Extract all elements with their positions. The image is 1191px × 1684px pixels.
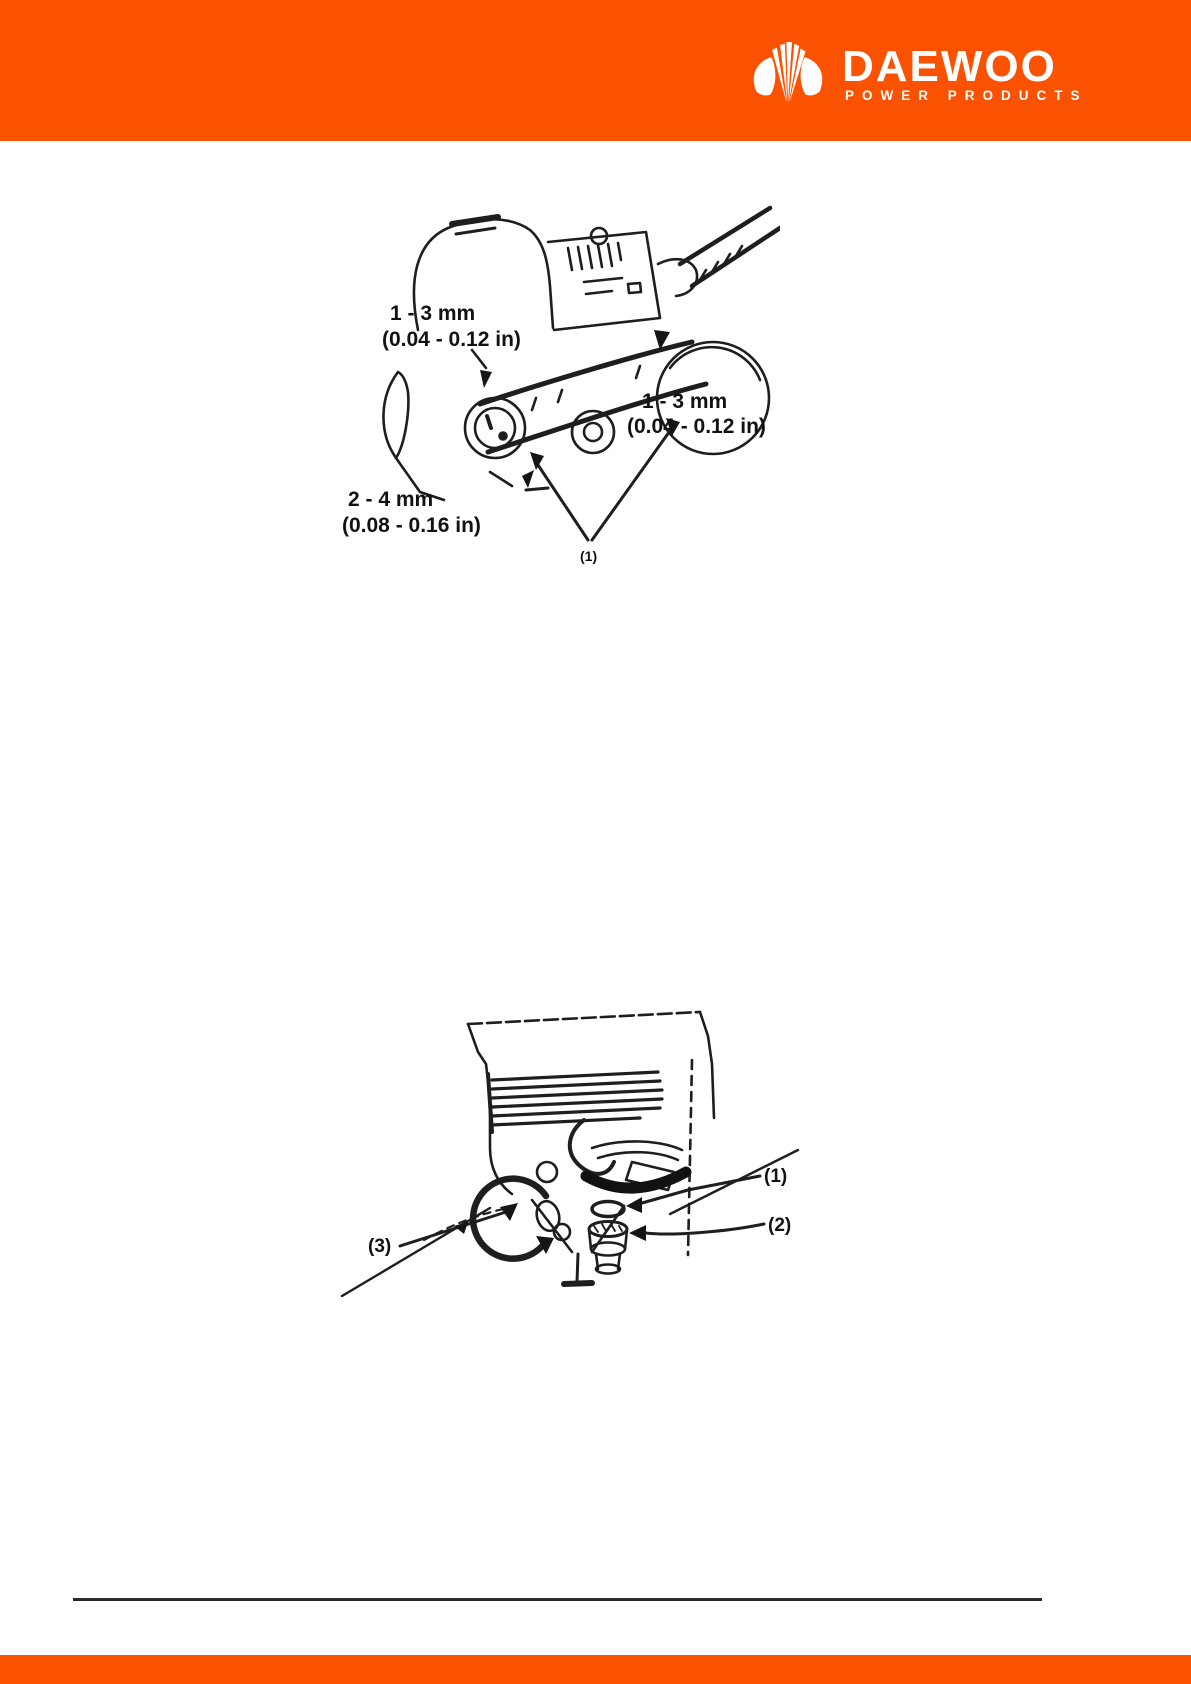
drain-callout-3: (3)	[368, 1236, 392, 1257]
footer-divider-line	[73, 1598, 1042, 1601]
belt-right-clearance-label: 1 - 3 mm	[642, 390, 728, 413]
footer-banner	[0, 1655, 1191, 1684]
header-banner	[0, 0, 1191, 141]
brand-tagline: POWER PRODUCTS	[845, 88, 1088, 103]
belt-left-clearance-label: 1 - 3 mm	[390, 302, 476, 325]
drain-callout-2: (2)	[768, 1215, 792, 1236]
daewoo-fan-icon	[748, 42, 828, 104]
carburetor-drain-figure	[340, 1000, 800, 1310]
belt-left-clearance-label-in: (0.04 - 0.12 in)	[382, 328, 521, 351]
belt-figure-linework	[383, 208, 780, 540]
belt-bottom-clearance-label: 2 - 4 mm	[348, 488, 434, 511]
drain-callout-1: (1)	[764, 1166, 788, 1187]
belt-bottom-clearance-label-in: (0.08 - 0.16 in)	[342, 514, 481, 537]
belt-clearance-figure	[340, 200, 780, 565]
fan-petals	[754, 42, 822, 102]
drain-figure-linework	[342, 1012, 798, 1296]
brand-logotype: DAEWOO	[842, 42, 1057, 91]
belt-right-clearance-label-in: (0.04 - 0.12 in)	[627, 415, 766, 438]
belt-callout-1: (1)	[580, 548, 598, 564]
